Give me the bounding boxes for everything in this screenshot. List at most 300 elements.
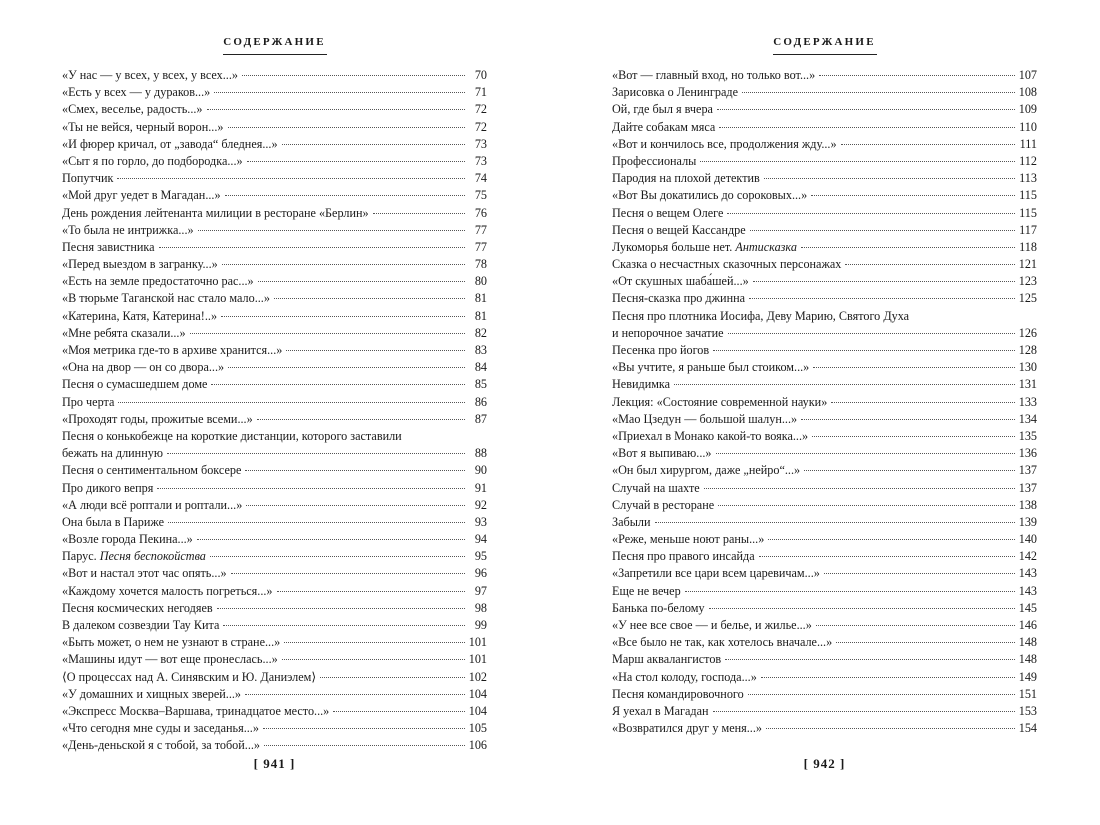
- toc-entry-title-text: Песня о сентиментальном боксере: [62, 463, 242, 478]
- toc-entry-page: 92: [474, 497, 487, 512]
- toc-entry: [612, 480, 1037, 497]
- toc-entry-page: 153: [1018, 703, 1037, 718]
- toc-entry-page: 78: [474, 257, 487, 272]
- toc-entry-title-text: «У домашних и хищных зверей...»: [62, 686, 242, 701]
- toc-entry: [62, 462, 487, 479]
- toc-entry-page: 101: [468, 635, 487, 650]
- toc-entry-page: 84: [474, 360, 487, 375]
- toc-entry-title: [612, 153, 696, 170]
- toc-entry-title: [62, 480, 153, 497]
- toc-entry: [612, 394, 1037, 411]
- toc-entry-title-text: Парус.: [62, 549, 97, 564]
- dot-leader: [674, 384, 1015, 385]
- toc-entry: [612, 222, 1037, 239]
- dot-leader: [704, 488, 1015, 489]
- toc-entry-title: [612, 411, 797, 428]
- toc-entry-page: 93: [474, 514, 487, 529]
- toc-entry-title: [612, 583, 681, 600]
- dot-leader: [719, 127, 1015, 128]
- toc-entry-page: 151: [1018, 686, 1037, 701]
- toc-entry-title: [612, 342, 709, 359]
- toc-entry-page: 115: [1019, 205, 1037, 220]
- toc-entry: [62, 548, 487, 565]
- toc-entry-page: 126: [1018, 325, 1037, 340]
- toc-entry-title: [612, 669, 757, 686]
- toc-entry-title: [612, 119, 715, 136]
- toc-entry: [612, 583, 1037, 600]
- toc-entry-page: 111: [1019, 136, 1037, 151]
- dot-leader: [225, 195, 465, 196]
- toc-entry-title-text: Зарисовка о Ленинграде: [612, 85, 738, 100]
- dot-leader: [824, 573, 1015, 574]
- dot-leader: [811, 195, 1015, 196]
- toc-entry-page: 77: [474, 222, 487, 237]
- toc-entry-title: [612, 703, 709, 720]
- toc-entry-page: 82: [474, 325, 487, 340]
- toc-entry-page: 140: [1018, 532, 1037, 547]
- dot-leader: [759, 556, 1015, 557]
- toc-entry: [62, 376, 487, 393]
- dot-leader: [228, 127, 466, 128]
- toc-entry-title: [612, 720, 762, 737]
- toc-entry-title: [612, 531, 764, 548]
- toc-entry-title-text: «Вот и кончилось все, продолжения жду...»: [612, 136, 837, 151]
- toc-entry-title: [62, 376, 207, 393]
- toc-entry-title-text: Дайте собакам мяса: [612, 119, 716, 134]
- running-head: СОДЕРЖАНИЕ: [223, 36, 326, 48]
- dot-leader: [284, 642, 465, 643]
- toc-entry: [612, 101, 1037, 118]
- toc-entry-title-text: «Каждому хочется малость погреться...»: [62, 583, 273, 598]
- toc-entry: [62, 720, 487, 737]
- dot-leader: [286, 350, 465, 351]
- toc-entry-page: 73: [474, 153, 487, 168]
- toc-entry-page: 145: [1018, 600, 1037, 615]
- dot-leader: [159, 247, 465, 248]
- toc-entry-page: 137: [1018, 480, 1037, 495]
- toc-entry-title: Песня о конькобежце на короткие дистанции, которого заставили: [62, 428, 402, 443]
- left-page: [62, 0, 487, 825]
- toc-entry: [612, 565, 1037, 582]
- dot-leader: [242, 75, 465, 76]
- toc-entry-title: [62, 514, 164, 531]
- toc-list: [612, 67, 1037, 737]
- toc-entry-page: 136: [1018, 446, 1037, 461]
- dot-leader: [819, 75, 1015, 76]
- toc-entry-title-text: «Вы учтите, я раньше был стоиком...»: [612, 360, 810, 375]
- toc-entry-title-text: «От скушных шаба́шей...»: [612, 274, 749, 289]
- toc-entry-page: 98: [474, 600, 487, 615]
- toc-entry-title-text: «Ты не вейся, черный ворон...»: [62, 119, 224, 134]
- toc-entry: [612, 239, 1037, 256]
- toc-entry-title: [612, 394, 827, 411]
- dot-leader: [761, 677, 1015, 678]
- toc-entry-title-text: «Вот я выпиваю...»: [612, 446, 712, 461]
- toc-entry-title-text: Случай на шахте: [612, 480, 700, 495]
- toc-entry-title: [612, 239, 797, 256]
- toc-entry-page: 105: [468, 721, 487, 736]
- toc-entry-title-text: Лукоморья больше нет.: [612, 239, 733, 254]
- dot-leader: [753, 281, 1015, 282]
- toc-entry-title: [612, 634, 832, 651]
- toc-entry: [62, 634, 487, 651]
- toc-entry: [612, 411, 1037, 428]
- toc-entry-title: [62, 634, 280, 651]
- dot-leader: [210, 556, 465, 557]
- toc-entry: [612, 376, 1037, 393]
- dot-leader: [274, 298, 465, 299]
- dot-leader: [246, 505, 465, 506]
- toc-entry-page: 95: [474, 549, 487, 564]
- dot-leader: [228, 367, 465, 368]
- toc-entry: [612, 308, 1037, 342]
- toc-entry-title-text: «Сыт я по горло, до подбородка...»: [62, 153, 243, 168]
- toc-entry-title-text: Песенка про йогов: [612, 343, 710, 358]
- toc-entry-title: [62, 342, 282, 359]
- toc-entry-title-text: «Есть на земле предостаточно рас...»: [62, 274, 254, 289]
- dot-leader: [222, 264, 465, 265]
- toc-entry-title: [612, 480, 700, 497]
- toc-entry-title-text: «Приехал в Монако какой-то вояка...»: [612, 428, 809, 443]
- toc-entry-page: 117: [1019, 222, 1037, 237]
- toc-entry-title-text: «Смех, веселье, радость...»: [62, 102, 203, 117]
- toc-entry-title-text: Невидимка: [612, 377, 671, 392]
- toc-entry-title-text: «Проходят годы, прожитые всеми...»: [62, 411, 253, 426]
- toc-entry-page: 101: [468, 652, 487, 667]
- dot-leader: [716, 453, 1015, 454]
- dot-leader: [845, 264, 1014, 265]
- toc-entry: [62, 119, 487, 136]
- toc-entry: [62, 359, 487, 376]
- toc-entry: [612, 153, 1037, 170]
- toc-entry: [62, 428, 487, 462]
- toc-entry-page: 75: [474, 188, 487, 203]
- toc-entry: [62, 565, 487, 582]
- toc-entry: [62, 273, 487, 290]
- toc-entry-title-text: «У нее все свое — и белье, и жилье...»: [612, 618, 812, 633]
- toc-entry-page: 90: [474, 463, 487, 478]
- toc-entry-title: [62, 686, 241, 703]
- toc-entry-page: 135: [1018, 428, 1037, 443]
- toc-entry: [612, 136, 1037, 153]
- toc-entry-title: [62, 205, 369, 222]
- toc-entry: [612, 600, 1037, 617]
- dot-leader: [245, 694, 465, 695]
- dot-leader: [768, 539, 1014, 540]
- dot-leader: [257, 419, 465, 420]
- toc-entry-title: [62, 239, 155, 256]
- toc-entry-title-text: «Запретили все цари всем царевичам...»: [612, 566, 820, 581]
- toc-entry-title: [612, 136, 837, 153]
- toc-entry-title: [612, 170, 760, 187]
- toc-entry: [62, 84, 487, 101]
- toc-entry-page: 108: [1018, 85, 1037, 100]
- dot-leader: [282, 659, 465, 660]
- toc-entry-title: [612, 565, 820, 582]
- dot-leader: [748, 694, 1015, 695]
- toc-entry-title-text: «Она на двор — он со двора...»: [62, 360, 225, 375]
- toc-entry-title-text: «День-деньской я с тобой, за тобой...»: [62, 738, 261, 753]
- toc-entry: [612, 462, 1037, 479]
- dot-leader: [211, 384, 465, 385]
- dot-leader: [333, 711, 464, 712]
- toc-entry-title: [62, 583, 273, 600]
- head-rule: [223, 54, 327, 55]
- toc-entry-title: [62, 548, 206, 565]
- toc-entry-title: [612, 548, 755, 565]
- toc-entry-title-text: «Катерина, Катя, Катерина!..»: [62, 308, 218, 323]
- dot-leader: [728, 333, 1015, 334]
- toc-entry-page: 85: [474, 377, 487, 392]
- toc-entry: [62, 136, 487, 153]
- toc-entry-title: [62, 411, 253, 428]
- toc-entry-title: [62, 462, 241, 479]
- dot-leader: [157, 488, 465, 489]
- toc-entry-title-text: «Вот Вы докатились до сороковых...»: [612, 188, 808, 203]
- toc-entry-title-text: Песня про правого инсайда: [612, 549, 755, 564]
- dot-leader: [214, 92, 465, 93]
- toc-entry: [612, 290, 1037, 307]
- toc-entry: [62, 497, 487, 514]
- toc-entry-title-text: День рождения лейтенанта милиции в ресторане «Берлин»: [62, 205, 369, 220]
- toc-entry: [62, 239, 487, 256]
- toc-entry-page: 107: [1018, 68, 1037, 82]
- toc-entry-page: 149: [1018, 669, 1037, 684]
- toc-entry-title: [62, 308, 217, 325]
- toc-entry-title-text: «А люди всё роптали и роптали...»: [62, 497, 243, 512]
- toc-entry-page: 72: [474, 119, 487, 134]
- toc-entry-title: [612, 290, 745, 307]
- toc-entry-title-text: Про черта: [62, 394, 115, 409]
- toc-entry-title-text: «Вот — главный вход, но только вот...»: [612, 68, 816, 82]
- toc-entry-title: [62, 187, 221, 204]
- toc-entry: [612, 686, 1037, 703]
- toc-entry-title: [62, 222, 194, 239]
- dot-leader: [709, 608, 1015, 609]
- toc-entry-title-text: «И фюрер кричал, от „завода“ бледнея...»: [62, 136, 278, 151]
- toc-entry-title: [62, 325, 186, 342]
- toc-entry-page: 72: [474, 102, 487, 117]
- toc-entry-page: 73: [474, 136, 487, 151]
- toc-entry-title: [612, 84, 738, 101]
- toc-entry-title: [612, 497, 714, 514]
- toc-entry-page: 102: [468, 669, 487, 684]
- toc-entry-page: 146: [1018, 618, 1037, 633]
- toc-entry-page: 81: [474, 291, 487, 306]
- toc-entry-title: [62, 617, 219, 634]
- toc-entry-title: [612, 187, 807, 204]
- toc-entry-title: [62, 737, 260, 754]
- toc-entry-title-text: «Вот и настал этот час опять...»: [62, 566, 227, 581]
- toc-entry-title: [612, 205, 723, 222]
- dot-leader: [804, 470, 1015, 471]
- dot-leader: [655, 522, 1015, 523]
- toc-entry: [62, 342, 487, 359]
- dot-leader: [197, 539, 465, 540]
- toc-entry-title-text: «Экспресс Москва–Варшава, тринадцатое место...»: [62, 703, 330, 718]
- toc-entry-title: [62, 273, 254, 290]
- dot-leader: [117, 178, 465, 179]
- dot-leader: [742, 92, 1015, 93]
- dot-leader: [320, 677, 465, 678]
- toc-entry-title-text: «В тюрьме Таганской нас стало мало...»: [62, 291, 270, 306]
- toc-entry-page: 70: [474, 68, 487, 82]
- dot-leader: [258, 281, 465, 282]
- toc-entry-title-text: Я уехал в Магадан: [612, 703, 709, 718]
- toc-entry-page: 143: [1018, 583, 1037, 598]
- toc-entry: [612, 84, 1037, 101]
- toc-entry: [612, 428, 1037, 445]
- toc-entry: [612, 703, 1037, 720]
- toc-entry: [62, 101, 487, 118]
- toc-entry: [612, 548, 1037, 565]
- dot-leader: [282, 144, 465, 145]
- toc-entry-title: [612, 428, 808, 445]
- toc-entry: [62, 256, 487, 273]
- toc-entry-page: 71: [474, 85, 487, 100]
- toc-entry: [612, 531, 1037, 548]
- dot-leader: [717, 109, 1015, 110]
- toc-entry-title-text: «Возле города Пекина...»: [62, 532, 193, 547]
- toc-entry: [62, 737, 487, 754]
- dot-leader: [685, 591, 1015, 592]
- toc-entry-title: [62, 651, 278, 668]
- toc-entry-title-text: Случай в ресторане: [612, 497, 715, 512]
- dot-leader: [247, 161, 465, 162]
- dot-leader: [198, 230, 465, 231]
- toc-entry-page: 91: [474, 480, 487, 495]
- dot-leader: [718, 505, 1015, 506]
- toc-entry-page: 99: [474, 618, 487, 633]
- toc-entry: [612, 359, 1037, 376]
- dot-leader: [373, 213, 465, 214]
- dot-leader: [831, 402, 1014, 403]
- toc-entry: [62, 205, 487, 222]
- toc-entry-page: 104: [468, 703, 487, 718]
- toc-entry-title-text: «Реже, меньше ноют раны...»: [612, 532, 765, 547]
- page-number: [ 941 ]: [253, 756, 296, 771]
- toc-entry-title-text: Песня космических негодяев: [62, 600, 213, 615]
- toc-entry: [612, 256, 1037, 273]
- toc-entry: [612, 634, 1037, 651]
- toc-entry: [62, 600, 487, 617]
- toc-entry-title: [612, 376, 670, 393]
- toc-entry-title: [62, 119, 224, 136]
- toc-entry-title-text: «Возвратился друг у меня...»: [612, 721, 762, 736]
- dot-leader: [766, 728, 1015, 729]
- toc-entry: [62, 686, 487, 703]
- toc-entry-title-text: Профессионалы: [612, 153, 697, 168]
- toc-entry-title: [612, 222, 746, 239]
- toc-entry-title: [62, 101, 203, 118]
- toc-entry-page: 139: [1018, 514, 1037, 529]
- toc-entry-title: [612, 101, 713, 118]
- dot-leader: [801, 247, 1015, 248]
- toc-entry-title-text: ⟨О процессах над А. Синявским и Ю. Даниэлем⟩: [62, 669, 317, 684]
- toc-entry-title: [62, 720, 259, 737]
- toc-entry-page: 115: [1019, 188, 1037, 203]
- dot-leader: [713, 711, 1015, 712]
- toc-entry-page: 88: [474, 446, 487, 461]
- toc-entry-title-text: Песня-сказка про джинна: [612, 291, 746, 306]
- toc-entry-page: 106: [468, 738, 487, 753]
- toc-entry-title-text: Забыли: [612, 514, 651, 529]
- toc-entry-page: 133: [1018, 394, 1037, 409]
- dot-leader: [812, 436, 1015, 437]
- toc-entry: [612, 67, 1037, 84]
- toc-entry-page: 104: [468, 686, 487, 701]
- toc-entry-title: [612, 617, 812, 634]
- toc-entry-title: [612, 445, 712, 462]
- toc-entry-title-text: Песня о вещем Олеге: [612, 205, 724, 220]
- toc-entry-title-text: «Что сегодня мне суды и заседанья...»: [62, 721, 259, 736]
- toc-entry-page: 148: [1018, 635, 1037, 650]
- dot-leader: [750, 230, 1015, 231]
- toc-entry-title: [62, 84, 210, 101]
- toc-entry-page: 125: [1018, 291, 1037, 306]
- toc-entry-page: 128: [1018, 343, 1037, 358]
- toc-entry-page: 121: [1018, 257, 1037, 272]
- toc-entry-title: [62, 600, 213, 617]
- toc-entry-page: 81: [474, 308, 487, 323]
- toc-entry-title: [62, 394, 114, 411]
- toc-entry-title-text: Банька по-белому: [612, 600, 705, 615]
- toc-entry: [612, 651, 1037, 668]
- toc-entry-title-text: В далеком созвездии Тау Кита: [62, 618, 220, 633]
- dot-leader: [764, 178, 1015, 179]
- dot-leader: [841, 144, 1015, 145]
- toc-entry-title-text: «Моя метрика где-то в архиве хранится...»: [62, 343, 283, 357]
- toc-entry-title-text: Пародия на плохой детектив: [612, 171, 760, 186]
- toc-entry-page: 110: [1019, 119, 1037, 134]
- toc-entry-title: [62, 359, 224, 376]
- toc-entry-page: 134: [1018, 411, 1037, 426]
- toc-entry: [62, 651, 487, 668]
- toc-entry-title-text: «Все было не так, как хотелось вначале...»: [612, 635, 833, 650]
- toc-entry-page: 131: [1018, 377, 1037, 392]
- toc-entry: [62, 187, 487, 204]
- toc-entry-page: 77: [474, 239, 487, 254]
- dot-leader: [813, 367, 1014, 368]
- dot-leader: [217, 608, 465, 609]
- toc-entry-page: 137: [1018, 463, 1037, 478]
- toc-entry-title: [612, 462, 800, 479]
- toc-entry-title-text: «Он был хирургом, даже „нейро“...»: [612, 463, 801, 478]
- toc-entry-title-text: Еще не вечер: [612, 583, 681, 598]
- toc-entry-title-text: Она была в Париже: [62, 514, 165, 529]
- toc-entry: [62, 170, 487, 187]
- toc-entry-subtitle: Песня беспокойства: [99, 549, 206, 564]
- toc-entry-title: [62, 531, 193, 548]
- toc-entry-page: 112: [1019, 153, 1037, 168]
- toc-entry: [62, 67, 487, 84]
- running-head: СОДЕРЖАНИЕ: [773, 36, 876, 48]
- toc-entry: [62, 308, 487, 325]
- toc-entry: [62, 617, 487, 634]
- head-rule: [773, 54, 877, 55]
- toc-entry-subtitle: Антисказка: [735, 239, 797, 254]
- toc-entry-title: [62, 497, 242, 514]
- toc-entry-title-text: «То была не интрижка...»: [62, 222, 194, 237]
- toc-entry-title-text: «У нас — у всех, у всех, у всех...»: [62, 68, 238, 82]
- toc-entry-title: [62, 153, 243, 170]
- toc-entry-page: 138: [1018, 497, 1037, 512]
- toc-entry-title-text: «Мне ребята сказали...»: [62, 325, 186, 340]
- dot-leader: [245, 470, 465, 471]
- toc-entry-page: 113: [1019, 171, 1037, 186]
- toc-entry-title: [612, 514, 651, 531]
- toc-entry: [612, 187, 1037, 204]
